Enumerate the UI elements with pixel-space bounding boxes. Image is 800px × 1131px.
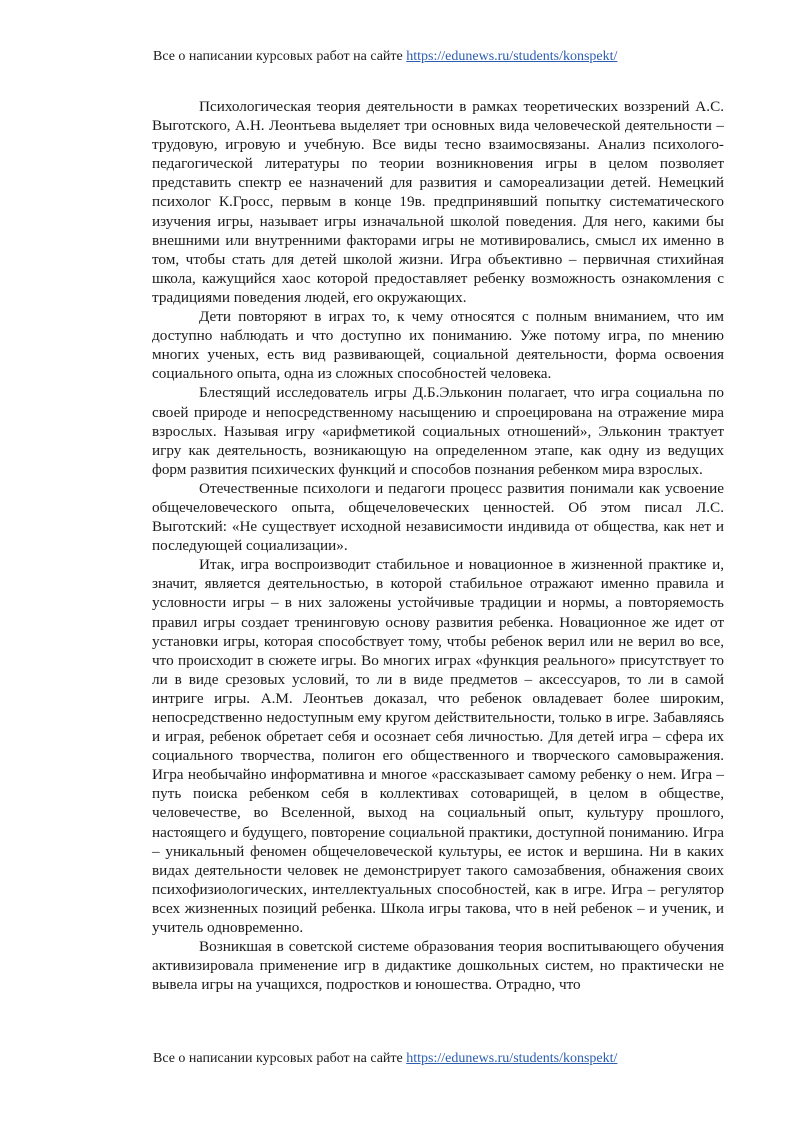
- paragraph: Блестящий исследователь игры Д.Б.Эльконин полагает, что игра социальна по своей природе и непосредственному насыщению и спроецирована на отражение мира взрослых. Называя игру «арифметикой социальных отношений», Эльконин трактует игру как деятельность, возникающую на определенном этапе, как одну из ведущих форм развития психических функций и способов познания ребенком мира взрослых.: [152, 384, 724, 478]
- paragraph: Психологическая теория деятельности в рамках теоретических воззрений А.С. Выготского, А.Н. Леонтьева выделяет три основных вида человеческой деятельности – трудовую, игровую и учебную. Все виды тесно взаимосвязаны. Анализ психолого-педагогической литературы по теории возникновения игры в целом позволяет представить спектр ее назначений для развития и самореализации детей. Немецкий психолог К.Гросс, первым в конце 19в. предпринявший попытку систематического изучения игры, называет игры изначальной школой поведения. Для него, какими бы внешними или внутренними факторами игры не мотивировались, смысл их именно в том, чтобы стать для детей школой жизни. Игра объективно – первичная стихийная школа, кажущийся хаос которой предоставляет ребенку возможность ознакомления с традициями поведения людей, его окружающих.: [152, 98, 724, 306]
- header-text: Все о написании курсовых работ на сайте: [153, 49, 403, 64]
- paragraph: Возникшая в советской системе образования теория воспитывающего обучения активизировала применение игр в дидактике дошкольных систем, но практически не вывела игры на учащихся, подростков и юношества. Отрадно, что: [152, 938, 724, 994]
- page-header: [153, 48, 617, 66]
- paragraph: Итак, игра воспроизводит стабильное и новационное в жизненной практике и, значит, является деятельностью, в которой стабильное отражают именно правила и условности игры – в них заложены устойчивые традиции и нормы, а повторяемость правил игры создает тренинговую основу развития ребенка. Новационное же идет от установки игры, которая способствует тому, чтобы ребенок верил или не верил во все, что происходит в сюжете игры. Во многих играх «функция реального» присутствует то ли в виде срезовых условий, то ли в виде предметов – аксессуаров, то ли в самой интриге игры. А.М. Леонтьев доказал, что ребенок овладевает более широким, непосредственно недоступным ему кругом действительности, только в игре. Забавляясь и играя, ребенок обретает себя и осознает себя личностью. Для детей игра – сфера их социального творчества, полигон его общественного и творческого самовыражения. Игра необычайно информативна и многое «рассказывает самому ребенку о нем. Игра – путь поиска ребенком себя в коллективах сотоварищей, в целом в обществе, человечестве, во Вселенной, выход на социальный опыт, культуру прошлого, настоящего и будущего, повторение социальной практики, доступной пониманию. Игра – уникальный феномен общечеловеческой культуры, ее исток и вершина. Ни в каких видах деятельности человек не демонстрирует такого самозабвения, обнажения своих психофизиологических, интеллектуальных способностей, как в игре. Игра – регулятор всех жизненных позиций ребенка. Школа игры такова, что в ней ребенок – и ученик, и учитель одновременно.: [152, 556, 724, 937]
- page-footer: [153, 1050, 617, 1068]
- footer-link[interactable]: https://edunews.ru/students/konspekt/: [406, 1051, 618, 1066]
- footer-text: Все о написании курсовых работ на сайте: [153, 1051, 403, 1066]
- paragraph: Отечественные психологи и педагоги процесс развития понимали как усвоение общечеловеческого опыта, общечеловеческих ценностей. Об этом писал Л.С. Выготский: «Не существует исходной независимости индивида от общества, как нет и последующей социализации».: [152, 479, 724, 555]
- header-link[interactable]: https://edunews.ru/students/konspekt/: [406, 49, 618, 64]
- paragraph: Дети повторяют в играх то, к чему относятся с полным вниманием, что им доступно наблюдать и что доступно их пониманию. Уже потому игра, по мнению многих ученых, есть вид развивающей, социальной деятельности, форма освоения социального опыта, одна из сложных способностей человека.: [152, 308, 724, 383]
- document-body: [152, 97, 724, 994]
